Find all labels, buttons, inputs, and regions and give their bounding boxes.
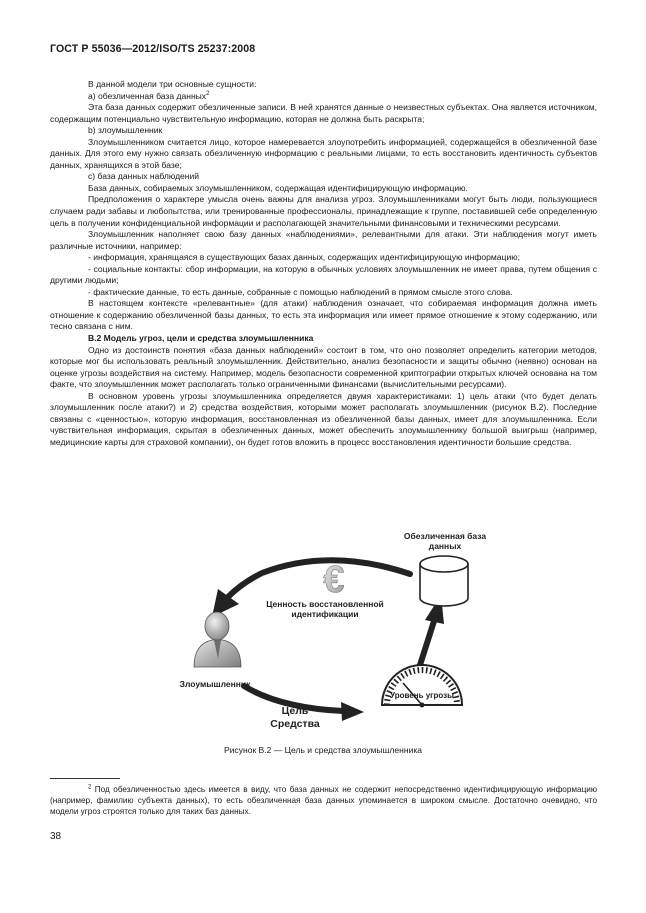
value-label: Ценность восстановленной идентификации [266,599,384,619]
paragraph [50,79,597,91]
paragraph-text: - фактические данные, то есть данные, собранные с помощью наблюдений в прямом смысле этого слова. [88,286,513,297]
footnote-text: Под обезличенностью здесь имеется в виду, что база данных не содержит непосредственно идентифицирующую информацию (например, фамилию субъекта данных), то есть обезличенная база данных упоминается в широком смысле. Достаточно очевидно, что модели угроз строятся только для таких баз данных. [50,785,598,816]
paragraph [50,91,597,103]
euro-icon [323,559,344,601]
paragraph-text: Эта база данных содержит обезличенные записи. В ней хранятся данные о неизвестных субъектах. Она является источником, содержащим потенциально чувствительную информацию, которая не должна быть раскрыта; [50,102,597,124]
footnote-divider [50,778,120,779]
paragraph [50,183,597,195]
footnote [50,784,597,817]
paragraph [50,229,597,252]
paragraph [50,194,597,229]
figure-drawing [160,525,520,740]
threat-label: Уровень угрозы [390,691,454,700]
currency-symbol: € [323,559,345,601]
paragraph-text: В основном уровень угрозы злоумышленника определяется двумя характеристиками: 1) цель атаки (что будет делать злоумышленник после атаки?) и 2) средства воздействия, которыми может располагать злоумышленник (рисунок В.2). Последние связаны с «ценностью», которую информация, восстановленная из обезличенной базы данных, имеет для злоумышленника. Если чувствительная информация, скрытая в обезличенных данных, может обеспечить злоумышленнику большой выигрыш (например, медицинские карты для страховой компании), он будет готов вложить в процесс восстановления идентичности большие средства. [50,390,597,447]
threat-gauge-icon [382,665,462,708]
means-label: Средства [270,718,320,730]
threat-model-figure [160,525,520,740]
paragraph [50,298,597,333]
footnote-reference: 2 [206,90,210,97]
attacker-person-icon [194,612,241,667]
paragraph-text: - социальные контакты: сбор информации, на которую в обычных условиях злоумышленник не имеет права, путем общения с другими людьми; [50,263,597,286]
paragraph-text: Злоумышленником считается лицо, которое намеревается злоупотребить информацией, содержащейся в обезличенной базе данных. Для этого ему нужно связать обезличенную информацию с реальными лицами, то есть восстановить идентичность субъектов данных, хранящихся в этой базе; [50,136,597,170]
paragraph-text: В настоящем контексте «релевантные» (для атаки) наблюдения означает, что собираемая информация должна иметь отношение к содержанию обезличенной базы данных, то есть эта информация или имеет прямое отношение к этому содержанию, или тесно связана с ним. [50,298,597,332]
paragraph-text: b) злоумышленник [88,125,163,136]
paragraph-text: База данных, собираемых злоумышленником, содержащая идентифицирующую информацию. [88,182,468,193]
paragraph [50,137,597,172]
paragraph [50,264,597,287]
paragraph [50,287,597,299]
section-heading [50,333,597,345]
paragraph [50,171,597,183]
paragraph-text: с) база данных наблюдений [88,171,200,182]
goal-label: Цель [281,705,309,717]
paragraph-text: Злоумышленник наполняет свою базу данных «наблюдениями», релевантными для атаки. Эти наблюдения могут иметь различные источники, например: [50,229,597,251]
paragraph [50,125,597,137]
figure-caption: Рисунок В.2 — Цель и средства злоумышленника [223,745,423,755]
paragraph-text: Одно из достоинств понятия «база данных наблюдений» состоит в том, что оно позволяет определить категории методов, которые мог бы использовать реальный злоумышленник. Действительно, анализ безопасности и защиты обычно (неявно) основан на оценке угрозы воздействия на систему. Например, модель безопасности современной криптографии открытых ключей основана на том факте, что злоумышленник может располагать только ограниченными финансами (вычислительными ресурсами). [50,344,597,390]
paragraph-text: а) обезличенная база данных [88,90,207,101]
attacker-label: Злоумышленник [179,679,251,689]
standard-header: ГОСТ Р 55036—2012/ISO/TS 25237:2008 [50,43,256,55]
paragraph [50,391,597,449]
paragraph-text: Предположения о характере умысла очень важны для анализа угроз. Злоумышленниками могут быть люди, пользующиеся случаем ради забавы и любопытства, или тренированные профессионалы, принадлежащие к группе, поставившей себе определенную цель в получении конфиденциальной информации и располагающей значительными финансовыми и техническими ресурсами. [50,194,597,228]
database-icon [420,556,468,606]
paragraph-text: - информация, хранящаяся в существующих базах данных, содержащих идентифицирующую информацию; [88,252,520,263]
paragraph-text: В.2 Модель угроз, цели и средства злоумышленника [88,333,314,344]
body-text [50,79,597,449]
paragraph-text: В данной модели три основные сущности: [88,79,257,89]
paragraph [50,102,597,125]
footnote-marker: 2 [88,784,92,791]
paragraph [50,345,597,391]
db-label: Обезличенная база данных [403,531,487,551]
page-number: 38 [50,831,62,842]
paragraph [50,252,597,264]
